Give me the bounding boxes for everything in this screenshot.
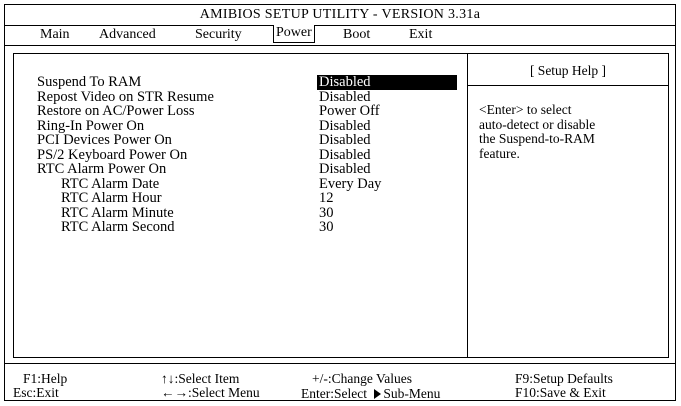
setting-value[interactable]: Disabled [319, 117, 371, 134]
key-select-item: ↑↓:Select Item [161, 371, 240, 386]
setting-value[interactable]: Disabled [319, 88, 371, 105]
setting-value[interactable]: 12 [319, 190, 334, 206]
tab-power[interactable]: Power [273, 25, 315, 43]
key-f9-defaults: F9:Setup Defaults [515, 371, 613, 386]
submenu-label: Sub-Menu [383, 386, 441, 401]
setting-value[interactable]: Every Day [319, 175, 382, 192]
setting-label: RTC Alarm Date [61, 175, 160, 192]
setting-label: PS/2 Keyboard Power On [37, 146, 188, 163]
setting-label: RTC Alarm Second [61, 219, 175, 235]
setting-value[interactable]: Disabled [319, 132, 371, 148]
key-esc-exit: Esc:Exit [13, 385, 59, 400]
key-f1-help: F1:Help [23, 371, 68, 386]
setting-label: RTC Alarm Hour [61, 190, 162, 206]
window-title: AMIBIOS SETUP UTILITY - VERSION 3.31a [199, 7, 481, 22]
help-text [479, 103, 659, 161]
key-f10-save-exit: F10:Save & Exit [515, 385, 606, 400]
help-divider [467, 85, 669, 86]
help-line: feature. [479, 145, 520, 161]
tab-exit[interactable]: Exit [409, 27, 433, 42]
setting-value[interactable]: Disabled [319, 146, 371, 163]
help-line: <Enter> to select [479, 102, 572, 117]
help-panel [467, 53, 669, 358]
submenu-arrow-icon [374, 389, 381, 399]
key-change-values: +/-:Change Values [312, 371, 412, 386]
setting-label: Suspend To RAM [37, 74, 142, 90]
help-line: auto-detect or disable [479, 116, 596, 132]
setting-value[interactable]: 30 [319, 204, 334, 221]
key-legend [5, 363, 675, 401]
setting-value[interactable]: Disabled [319, 161, 371, 177]
key-select-menu: ←→:Select Menu [161, 385, 260, 400]
help-title: [ Setup Help ] [529, 63, 607, 78]
setting-label: RTC Alarm Minute [61, 204, 174, 221]
enter-select-label: Enter:Select [301, 386, 367, 401]
menu-bar [5, 25, 675, 46]
tab-advanced[interactable]: Advanced [99, 27, 156, 42]
setting-label: PCI Devices Power On [37, 132, 172, 148]
bios-window [4, 4, 676, 401]
setting-label: Repost Video on STR Resume [37, 88, 214, 105]
tab-boot[interactable]: Boot [343, 27, 371, 42]
setting-label: Ring-In Power On [37, 117, 145, 134]
key-enter-select [301, 387, 440, 401]
tab-main[interactable]: Main [40, 27, 70, 42]
help-line: the Suspend-to-RAM [479, 131, 595, 146]
setting-label: RTC Alarm Power On [37, 161, 167, 177]
setting-value[interactable]: Power Off [319, 103, 380, 119]
setting-value-selected[interactable]: Disabled [317, 75, 457, 90]
tab-security[interactable]: Security [195, 27, 242, 42]
setting-label: Restore on AC/Power Loss [37, 103, 195, 119]
setting-value[interactable]: 30 [319, 219, 334, 235]
